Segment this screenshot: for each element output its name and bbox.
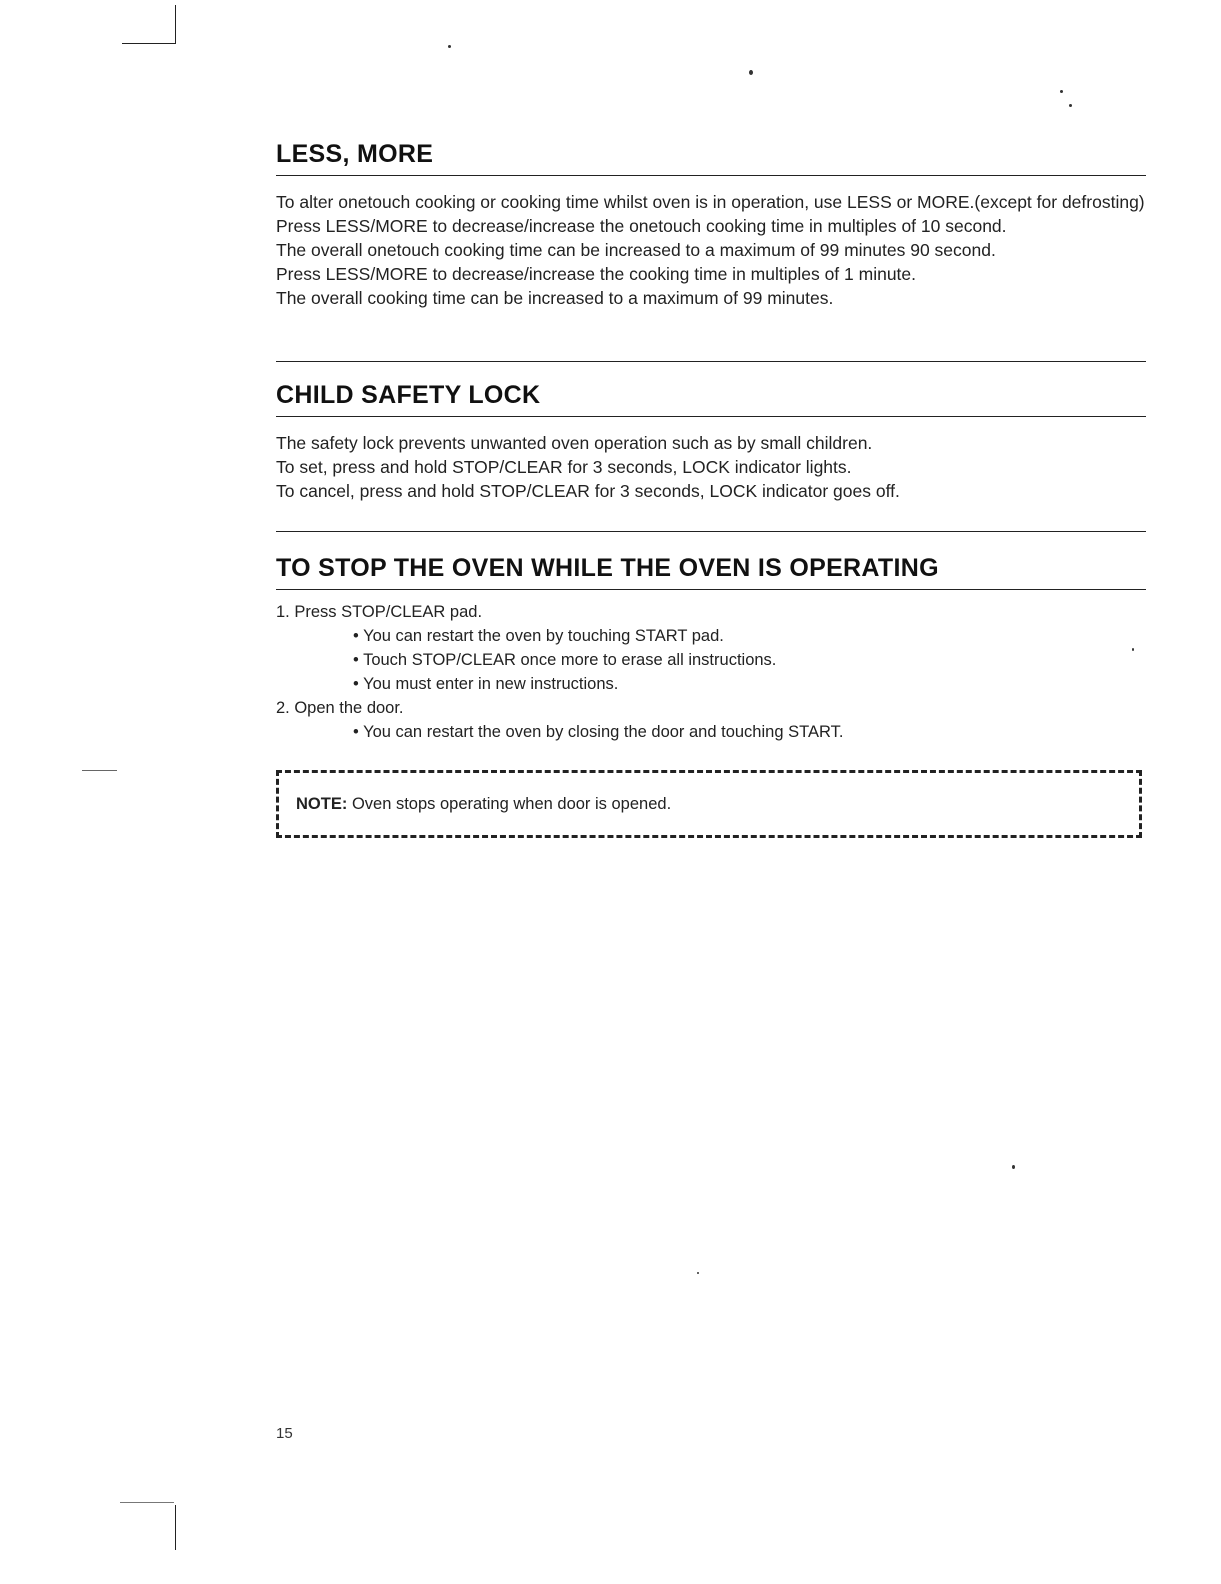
section-title: LESS, MORE	[276, 140, 434, 168]
crop-mark-bottom-left-horizontal	[120, 1502, 174, 1503]
note-message: Oven stops operating when door is opened.	[351, 795, 672, 813]
section-stop-oven	[276, 554, 1146, 744]
section-child-safety-lock	[276, 381, 1146, 503]
crop-mark-bottom-left-vertical	[175, 1505, 176, 1550]
section-body	[276, 190, 1146, 310]
crop-mark-left-middle	[82, 770, 117, 771]
scan-speck	[697, 1272, 699, 1274]
section-body	[276, 431, 1146, 503]
section-divider	[276, 361, 1146, 362]
heading-underline	[276, 589, 1146, 590]
body-line: To alter onetouch cooking or cooking time whilst oven is in operation, use LESS or MORE.(except for defrosting) Press LESS/MORE to decrease/increase the onetouch cooking time in multiples of 10 second.	[276, 192, 1145, 236]
step-item: 1. Press STOP/CLEAR pad.	[276, 603, 483, 621]
page-number: 15	[276, 1425, 293, 1442]
step-bullet: • Touch STOP/CLEAR once more to erase all instructions.	[353, 648, 1146, 672]
section-title: TO STOP THE OVEN WHILE THE OVEN IS OPERATING	[276, 554, 939, 582]
scan-speck	[448, 45, 451, 48]
scan-speck	[1060, 90, 1063, 93]
heading-underline	[276, 416, 1146, 417]
section-title: CHILD SAFETY LOCK	[276, 381, 541, 409]
note-text	[296, 795, 671, 814]
body-line: Press LESS/MORE to decrease/increase the cooking time in multiples of 1 minute.	[276, 264, 917, 284]
step-item: 2. Open the door.	[276, 699, 404, 717]
note-label: NOTE:	[296, 795, 348, 813]
note-box	[276, 770, 1142, 838]
section-less-more	[276, 140, 1146, 310]
body-line: The overall onetouch cooking time can be increased to a maximum of 99 minutes 90 second.	[276, 240, 996, 260]
body-line: To set, press and hold STOP/CLEAR for 3 seconds, LOCK indicator lights.	[276, 457, 852, 477]
step-list	[276, 600, 1146, 744]
body-line: The safety lock prevents unwanted oven operation such as by small children.	[276, 433, 873, 453]
heading-underline	[276, 175, 1146, 176]
scan-speck	[1069, 104, 1072, 107]
scan-speck	[749, 70, 753, 75]
body-line: To cancel, press and hold STOP/CLEAR for 3 seconds, LOCK indicator goes off.	[276, 481, 900, 501]
crop-mark-top-left-horizontal	[122, 43, 176, 44]
body-line: The overall cooking time can be increased to a maximum of 99 minutes.	[276, 288, 834, 308]
step-bullet: • You can restart the oven by touching START pad.	[353, 624, 1146, 648]
step-bullet: • You must enter in new instructions.	[353, 672, 1146, 696]
section-divider	[276, 531, 1146, 532]
step-bullet: • You can restart the oven by closing the door and touching START.	[353, 720, 1146, 744]
scan-speck	[1012, 1165, 1015, 1169]
crop-mark-top-left-vertical	[175, 5, 176, 44]
